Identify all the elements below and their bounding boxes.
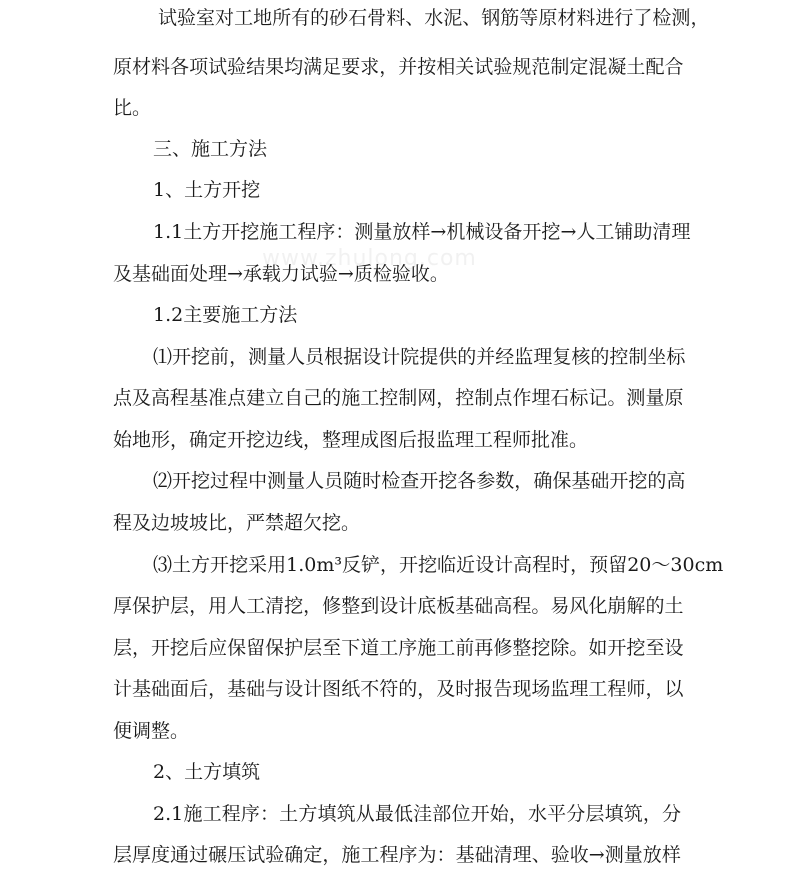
text-line-16: 层 ， 开 挖 后 应 保 留 保 护 层 至 下 道 工 序 施 工 前 再 修 整 挖 除 。 如 开 挖 至 设	[113, 637, 684, 659]
text-line-12: ⑵ 开 挖 过 程 中 测 量 人 员 随 时 检 查 开 挖 各 参 数 ， 确 保 基 础 开 挖 的 高	[153, 470, 686, 492]
watermark: www.zhulong.com	[262, 246, 477, 271]
text-line-3: 比。	[113, 97, 152, 119]
text-line-1: 试 验 室 对 工 地 所 有 的 砂 石 骨 料 、 水 泥 、 钢 筋 等 原 材 料 进 行 了 检 测 ，	[158, 7, 710, 29]
text-line-6: 1.1 土 方 开 挖 施 工 程 序 ： 测 量 放 样 → 机 械 设 备 开 挖 → 人 工 铺 助 清 理	[153, 221, 691, 243]
section-heading-construction-method: 三、施工方法	[153, 138, 268, 160]
text-line-18: 便调整。	[113, 720, 190, 742]
text-line-7: 及基础面处理→承载力试验→质检验收。	[113, 263, 449, 285]
text-line-13: 程及边坡坡比，严禁超欠挖。	[113, 512, 361, 534]
text-line-2: 原 材 料 各 项 试 验 结 果 均 满 足 要 求 ， 并 按 相 关 试 验 规 范 制 定 混 凝 土 配 合	[113, 56, 684, 78]
text-line-17: 计 基 础 面 后 ， 基 础 与 设 计 图 纸 不 符 的 ， 及 时 报 告 现 场 监 理 工 程 师 ， 以	[113, 678, 684, 700]
text-line-9: ⑴ 开 挖 前 ， 测 量 人 员 根 据 设 计 院 提 供 的 并 经 监 理 复 核 的 控 制 坐 标	[153, 346, 686, 368]
subsection-heading-earth-filling: 2、土方填筑	[153, 761, 261, 783]
subsection-heading-earth-excavation: 1、土方开挖	[153, 179, 261, 201]
text-line-20: 2.1 施 工 程 序 ： 土 方 填 筑 从 最 低 洼 部 位 开 始 ， 水 平 分 层 填 筑 ， 分	[153, 803, 681, 825]
text-line-21: 层 厚 度 通 过 碾 压 试 验 确 定 ， 施 工 程 序 为 ： 基 础 清 理 、 验 收 → 测 量 放 样	[113, 844, 681, 866]
text-line-14: ⑶ 土 方 开 挖 采 用 1.0m³ 反 铲 ， 开 挖 临 近 设 计 高 程 时 ， 预 留 20 ～ 30cm	[153, 554, 724, 576]
text-line-10: 点 及 高 程 基 准 点 建 立 自 己 的 施 工 控 制 网 ， 控 制 点 作 埋 石 标 记 。 测 量 原	[113, 387, 684, 409]
subsection-heading-main-methods: 1.2主要施工方法	[153, 304, 298, 326]
text-line-15: 厚 保 护 层 ， 用 人 工 清 挖 ， 修 整 到 设 计 底 板 基 础 高 程 。 易 风 化 崩 解 的 土	[113, 595, 684, 617]
text-line-11: 始地形，确定开挖边线，整理成图后报监理工程师批准。	[113, 429, 589, 451]
